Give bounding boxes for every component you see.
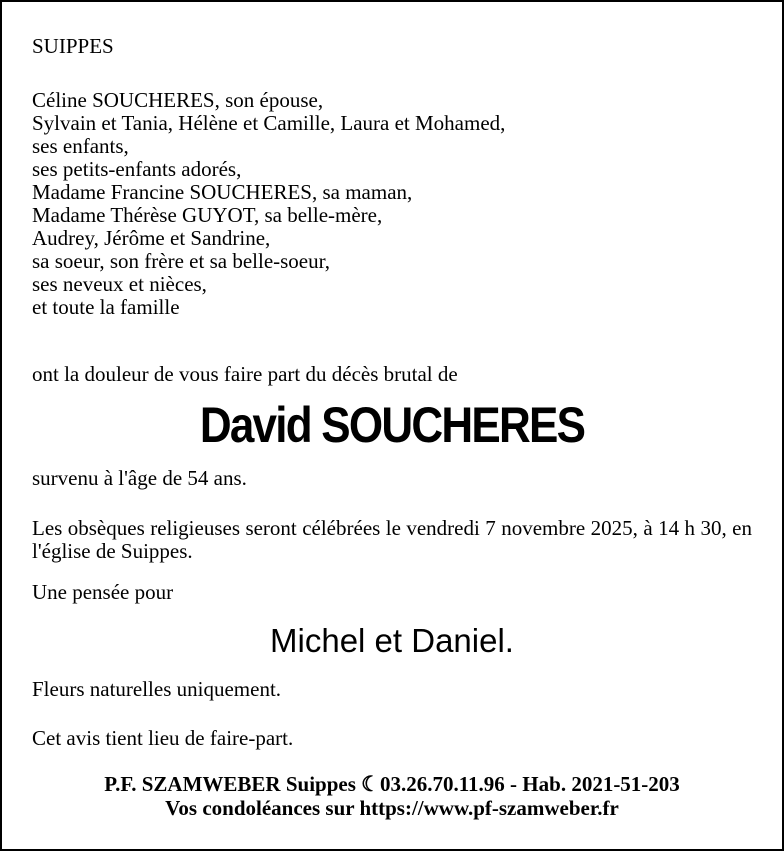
family-line: ses neveux et nièces,: [32, 272, 207, 296]
funeral-details: Les obsèques religieuses seront célébrées le vendredi 7 novembre 2025, à 14 h 30, en l'église de Suippes.: [32, 516, 752, 563]
family-list: [32, 89, 752, 319]
family-line: Sylvain et Tania, Hélène et Camille, Laura et Mohamed,: [32, 111, 506, 135]
family-line: Céline SOUCHERES, son épouse,: [32, 88, 324, 112]
family-line: Audrey, Jérôme et Sandrine,: [32, 226, 271, 250]
family-line: ses petits-enfants adorés,: [32, 157, 242, 181]
age-text: survenu à l'âge de 54 ans.: [32, 466, 247, 490]
town-heading: SUIPPES: [32, 34, 114, 58]
thought-names: Michel et Daniel.: [270, 622, 514, 659]
funeral-home-contact: P.F. SZAMWEBER Suippes ☾03.26.70.11.96 - Hab. 2021-51-203: [104, 772, 680, 796]
family-line: sa soeur, son frère et sa belle-soeur,: [32, 249, 331, 273]
thought-intro: Une pensée pour: [32, 580, 174, 604]
family-line: Madame Thérèse GUYOT, sa belle-mère,: [32, 203, 383, 227]
deceased-name: David SOUCHERES: [199, 397, 585, 453]
family-line: Madame Francine SOUCHERES, sa maman,: [32, 180, 413, 204]
announcement-text: ont la douleur de vous faire part du décès brutal de: [32, 362, 458, 386]
flowers-note: Fleurs naturelles uniquement.: [32, 677, 282, 701]
funeral-home-footer: [2, 772, 782, 820]
family-line: ses enfants,: [32, 134, 129, 158]
notice-note: Cet avis tient lieu de faire-part.: [32, 726, 294, 750]
condolences-link[interactable]: Vos condoléances sur https://www.pf-szamweber.fr: [165, 796, 619, 820]
family-line: et toute la famille: [32, 295, 180, 319]
